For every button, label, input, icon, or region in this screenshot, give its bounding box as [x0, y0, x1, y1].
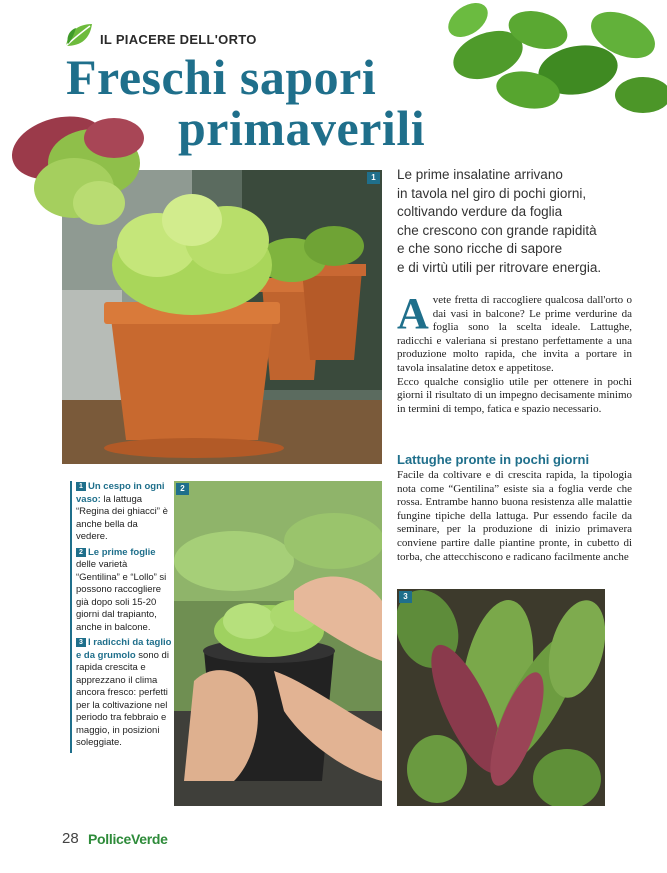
brand-logo: PolliceVerde: [88, 831, 168, 847]
leaf-logo-icon: [64, 22, 94, 48]
lamb-lettuce-image: [428, 0, 667, 120]
article-paragraph-1: vete fretta di raccogliere qualcosa dall'orto o dai vasi in balcone? Le prime verdurine da foglia sono la scelta ideale. Lattughe, radicchi e valeriana si prestano perfettamente a una produzione molto rapida, che invita a portare in tavola insalatine detox e appetitose.: [397, 294, 632, 374]
article-paragraph-2: Ecco qualche consiglio utile per ottenere in pochi giorni il risultato di un impegno decisamente minimo in termini di tempo, fatica e spazio necessario.: [397, 375, 632, 415]
caption-2: 2 Le prime foglie delle varietà “Gentilina” e “Lollo” si possono raccogliere già dopo soli 15-20 giorni dal trapianto, anche in balcone.: [76, 546, 167, 633]
article-intro-paragraphs: [397, 289, 632, 416]
red-lettuce-image: [4, 108, 154, 233]
page-number: 28: [62, 830, 79, 847]
section-kicker: IL PIACERE DELL'ORTO: [100, 32, 257, 47]
photo-seedling-hands: [174, 481, 382, 806]
intro-text: Le prime insalatine arrivano in tavola nel giro di pochi giorni, coltivando verdure da foglia che crescono con grande rapidità e che sono ricche di sapore e di virtù utili per ritrovare energia.: [397, 167, 602, 275]
page-title-line1: Freschi sapori: [66, 49, 377, 105]
page-title-line2: primaverili: [178, 100, 426, 156]
photo-badge-2: 2: [176, 483, 189, 495]
caption-3: 3 I radicchi da taglio e da grumolo sono di rapida crescita e apprezzano il clima ancora fresco: perfetti per la coltivazione nel periodo tra febbraio e maggio, in posizioni soleggiate.: [76, 637, 172, 748]
photo-captions: [70, 481, 172, 753]
photo-radicchio: [397, 589, 605, 806]
caption-1: 1 Un cespo in ogni vaso: la lattuga “Regina dei ghiacci” è anche bella da vedere.: [76, 481, 168, 542]
article-subhead: Lattughe pronte in pochi giorni: [397, 452, 590, 467]
drop-cap: A: [397, 289, 429, 338]
article-paragraph-3: Facile da coltivare e di crescita rapida, la tipologia nota come “Gentilina” esiste sia a foglia verde che rossa. Entrambe hanno buona resistenza alle malattie fungine tipiche della lattuga. Pur essendo facile da seminare, per la produzione di inizio primavera conviene partire dalle piantine pronte, in cubetto di torba, che attecchiscono e radicano facilmente anche: [397, 469, 632, 563]
photo-badge-1: 1: [367, 172, 380, 184]
photo-badge-3: 3: [399, 591, 412, 603]
